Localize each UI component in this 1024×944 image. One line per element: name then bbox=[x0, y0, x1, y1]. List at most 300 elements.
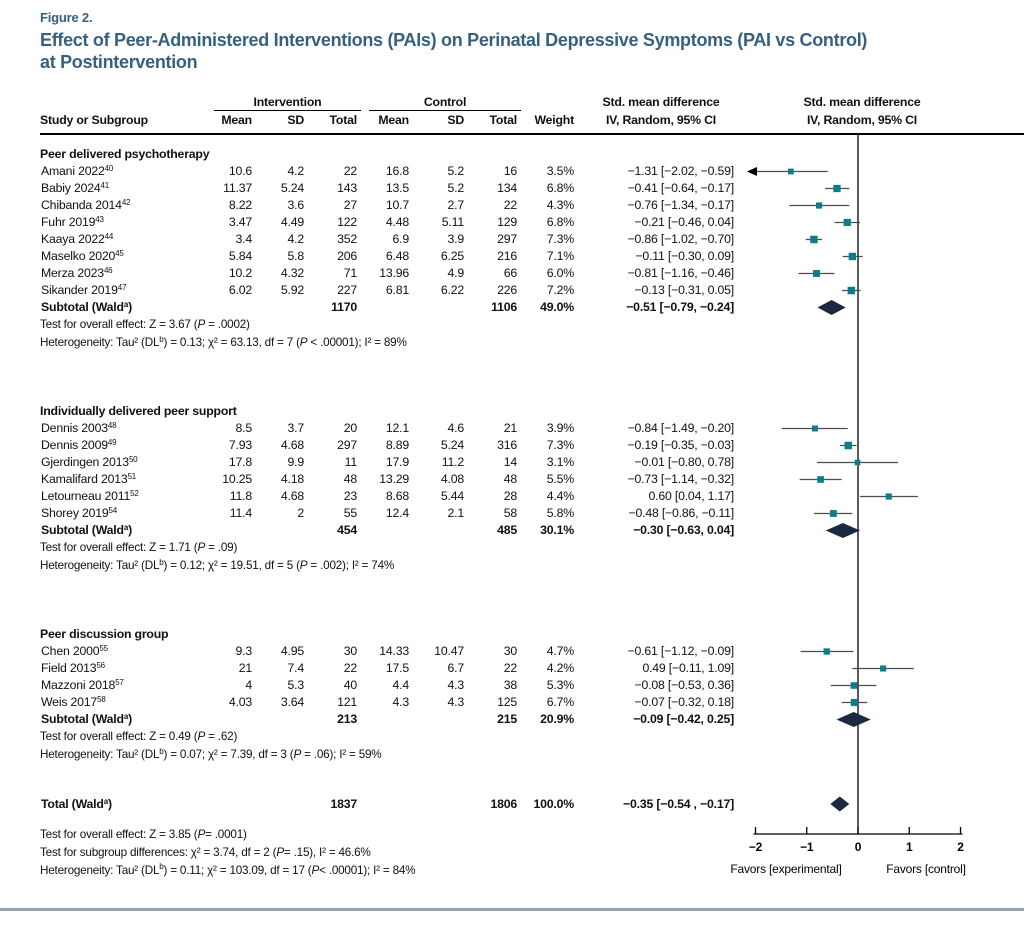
c-sd: 5.2 bbox=[447, 164, 464, 179]
intervention-sd-header: SD bbox=[287, 113, 304, 128]
subtotal-row bbox=[40, 299, 1024, 316]
forest-plot-column bbox=[740, 180, 984, 197]
weight: 6.8% bbox=[546, 181, 574, 196]
group-header-row bbox=[40, 625, 1024, 643]
c-total: 16 bbox=[503, 164, 517, 179]
stat-text: Test for subgroup differences: χ² = 3.74, df = 2 ( P = .15), I² = 46.6% bbox=[40, 846, 371, 860]
study-name: Amani 2022 bbox=[41, 164, 105, 179]
c-total: 30 bbox=[503, 644, 517, 659]
i-mean: 10.25 bbox=[222, 472, 252, 487]
group-name: Peer discussion group bbox=[40, 626, 169, 641]
i-total: 11 bbox=[344, 455, 357, 470]
weight: 3.1% bbox=[546, 455, 574, 470]
i-sd: 4.32 bbox=[280, 266, 304, 281]
spacer-row bbox=[40, 575, 1024, 625]
forest-plot-column bbox=[740, 299, 984, 316]
stat-row bbox=[40, 539, 1024, 556]
figure-bottom-rule bbox=[0, 908, 1024, 911]
c-total: 129 bbox=[497, 215, 517, 230]
study-row bbox=[40, 488, 1024, 505]
forest-plot-column bbox=[740, 437, 984, 454]
weight-column-header: Weight bbox=[534, 113, 574, 128]
i-sd: 4.68 bbox=[280, 489, 304, 504]
i-total: 40 bbox=[343, 678, 357, 693]
weight: 5.3% bbox=[546, 678, 574, 693]
c-mean: 13.29 bbox=[379, 472, 409, 487]
effect-square bbox=[844, 219, 851, 226]
weight: 7.3% bbox=[546, 438, 574, 453]
i-total: 71 bbox=[343, 266, 357, 281]
study-name: Kamalifard 2013 bbox=[41, 472, 128, 487]
study-ref: 57 bbox=[115, 678, 124, 688]
c-total: 28 bbox=[503, 489, 517, 504]
stat-row bbox=[40, 333, 1024, 352]
weight: 3.5% bbox=[546, 164, 574, 179]
study-name: Field 2013 bbox=[41, 661, 97, 676]
forest-plot-column bbox=[740, 814, 984, 826]
c-mean: 16.8 bbox=[385, 164, 409, 179]
smd-plot-column-header: Std. mean difference bbox=[803, 95, 921, 110]
i-total: 227 bbox=[337, 283, 357, 298]
axis-tick-label: 2 bbox=[957, 839, 964, 854]
figure-title bbox=[40, 30, 1024, 74]
i-sd: 5.24 bbox=[280, 181, 304, 196]
stat-row bbox=[40, 556, 1024, 575]
ci-text: −0.21 [−0.46, 0.04] bbox=[634, 215, 734, 230]
ci-text: −0.07 [−0.32, 0.18] bbox=[634, 695, 734, 710]
study-label bbox=[40, 489, 210, 503]
stat-text: Heterogeneity: Tau² $(DL^b) = 0.07$; χ² = 7.39, df = 3 (P = .06); I² = 59% bbox=[40, 746, 382, 761]
study-row bbox=[40, 231, 1024, 248]
i-total: 206 bbox=[337, 249, 357, 264]
study-name: Chibanda 2014 bbox=[41, 198, 122, 213]
forest-plot-column bbox=[740, 454, 984, 471]
spacer-row bbox=[40, 352, 1024, 402]
study-name: Babiy 2024 bbox=[41, 181, 101, 196]
control-mean-header: Mean bbox=[378, 113, 409, 128]
forest-plot-column bbox=[740, 522, 984, 539]
forest-plot-column bbox=[740, 643, 984, 660]
i-total: 122 bbox=[337, 215, 357, 230]
study-name: Letourneau 2011 bbox=[41, 489, 131, 504]
study-ref: 48 bbox=[107, 421, 117, 431]
i-mean: 3.4 bbox=[235, 232, 252, 247]
study-name: Shorey 2019 bbox=[41, 506, 109, 521]
stat-text: Heterogeneity: Tau² $(DL^b) = 0.12$; χ² = 19.51, df = 5 (P = .002); I² = 74% bbox=[40, 557, 395, 572]
forest-plot-column bbox=[740, 402, 984, 420]
axis-tick-label: −1 bbox=[800, 839, 814, 854]
forest-plot-column bbox=[740, 625, 984, 643]
c-sd: 10.47 bbox=[434, 644, 464, 659]
ci-text: −0.48 [−0.86, −0.11] bbox=[628, 506, 734, 521]
study-label bbox=[40, 164, 210, 178]
ci-text: −0.73 [−1.14, −0.32] bbox=[627, 472, 734, 487]
table-header-group-row bbox=[40, 94, 1024, 111]
i-mean: 11.8 bbox=[229, 489, 252, 504]
weight: 6.7% bbox=[546, 695, 574, 710]
study-name: Mazzoni 2018 bbox=[41, 678, 116, 693]
c-total: 1106 bbox=[491, 300, 517, 315]
study-ref: 58 bbox=[97, 695, 106, 705]
study-row bbox=[40, 197, 1024, 214]
i-sd: 4.18 bbox=[280, 472, 304, 487]
forest-plot-column bbox=[740, 163, 984, 180]
c-sd: 4.08 bbox=[440, 472, 464, 487]
i-total: 352 bbox=[337, 232, 357, 247]
i-mean: 11.37 bbox=[223, 181, 252, 196]
smd-ci-subheader: IV, Random, 95% CI bbox=[605, 113, 717, 128]
study-label bbox=[40, 506, 210, 520]
i-total: 22 bbox=[343, 661, 357, 676]
forest-plot-column bbox=[740, 677, 984, 694]
study-label bbox=[40, 215, 210, 229]
i-total: 213 bbox=[337, 712, 357, 727]
study-ref: 54 bbox=[108, 506, 118, 516]
study-ref: 50 bbox=[128, 455, 138, 465]
effect-square bbox=[851, 682, 858, 689]
c-sd: 5.24 bbox=[440, 438, 464, 453]
pooled-label: Subtotal (Wald$^a$) bbox=[41, 300, 132, 315]
study-label bbox=[40, 249, 210, 263]
study-row bbox=[40, 180, 1024, 197]
study-label bbox=[40, 455, 210, 469]
ci-text: −0.01 [−0.80, 0.78] bbox=[634, 455, 734, 470]
weight: 5.5% bbox=[546, 472, 574, 487]
total-row bbox=[40, 794, 1024, 814]
forest-plot-column bbox=[740, 505, 984, 522]
weight: 7.1% bbox=[546, 249, 574, 264]
c-mean: 12.1 bbox=[385, 421, 409, 436]
i-mean: 9.3 bbox=[235, 644, 252, 659]
axis-footer-row bbox=[40, 826, 1024, 886]
intervention-mean-header: Mean bbox=[221, 113, 252, 128]
study-ref: 43 bbox=[95, 215, 104, 225]
study-label bbox=[40, 266, 210, 280]
weight: 7.3% bbox=[546, 232, 574, 247]
effect-square bbox=[830, 510, 837, 517]
c-sd: 4.9 bbox=[447, 266, 464, 281]
c-total: 215 bbox=[497, 712, 517, 727]
forest-plot-column bbox=[740, 135, 984, 145]
ci-text: −0.11 [−0.30, 0.09] bbox=[635, 249, 734, 264]
c-sd: 4.6 bbox=[447, 421, 464, 436]
favors-control-label: Favors [control] bbox=[886, 861, 966, 876]
c-sd: 6.22 bbox=[440, 283, 464, 298]
i-sd: 4.95 bbox=[280, 644, 304, 659]
study-label bbox=[40, 421, 210, 435]
study-column-header: Study or Subgroup bbox=[40, 113, 148, 128]
i-total: 48 bbox=[343, 472, 357, 487]
i-sd: 3.6 bbox=[287, 198, 304, 213]
c-total: 226 bbox=[497, 283, 517, 298]
forest-plot-column bbox=[740, 145, 984, 163]
weight: 49.0% bbox=[540, 300, 574, 315]
stat-text: Heterogeneity: Tau² (DL $^b$ ) = 0.11; χ² = 103.09, df = 17 ( P < .00001); I² = 84% bbox=[40, 862, 416, 878]
ci-text: −0.09 [−0.42, 0.25] bbox=[633, 712, 734, 727]
i-total: 20 bbox=[343, 421, 357, 436]
c-sd: 4.3 bbox=[447, 695, 464, 710]
i-mean: 10.6 bbox=[228, 164, 252, 179]
study-name: Dennis 2009 bbox=[41, 438, 108, 453]
study-name: Weis 2017 bbox=[41, 695, 98, 710]
c-total: 485 bbox=[497, 523, 517, 538]
subtotal-row bbox=[40, 711, 1024, 728]
c-total: 1806 bbox=[490, 796, 517, 811]
ci-text: −0.81 [−1.16, −0.46] bbox=[627, 266, 734, 281]
study-ref: 51 bbox=[127, 472, 137, 482]
study-row bbox=[40, 643, 1024, 660]
weight: 4.3% bbox=[546, 198, 574, 213]
group-header-row bbox=[40, 145, 1024, 163]
forest-plot-column bbox=[740, 728, 984, 745]
study-ref: 49 bbox=[107, 438, 117, 448]
forest-plot-column bbox=[740, 471, 984, 488]
study-row bbox=[40, 471, 1024, 488]
forest-plot-column bbox=[740, 660, 984, 677]
weight: 3.9% bbox=[546, 421, 574, 436]
c-total: 38 bbox=[503, 678, 517, 693]
c-total: 14 bbox=[503, 455, 517, 470]
i-sd: 5.3 bbox=[287, 678, 304, 693]
pooled-label: Total (Wald$^a$) bbox=[41, 796, 112, 811]
ci-arrow-left-icon bbox=[747, 167, 757, 176]
pooled-effect-diamond bbox=[830, 796, 849, 811]
pooled-effect-diamond bbox=[818, 300, 846, 315]
ci-text: −0.84 [−1.49, −0.20] bbox=[627, 421, 734, 436]
forest-plot-column bbox=[740, 745, 984, 764]
c-mean: 14.33 bbox=[379, 644, 409, 659]
i-sd: 4.49 bbox=[280, 215, 304, 230]
i-mean: 6.02 bbox=[228, 283, 252, 298]
c-mean: 17.5 bbox=[385, 661, 409, 676]
study-row bbox=[40, 694, 1024, 711]
i-sd: 3.7 bbox=[287, 421, 304, 436]
effect-square bbox=[855, 460, 861, 466]
ci-text: −0.08 [−0.53, 0.36] bbox=[634, 678, 734, 693]
study-ref: 56 bbox=[96, 661, 105, 671]
c-total: 21 bbox=[503, 421, 517, 436]
study-row bbox=[40, 437, 1024, 454]
study-name: Maselko 2020 bbox=[41, 249, 116, 264]
effect-square bbox=[886, 493, 892, 499]
study-label bbox=[40, 232, 210, 246]
i-mean: 3.47 bbox=[228, 215, 252, 230]
study-row bbox=[40, 505, 1024, 522]
c-total: 216 bbox=[497, 249, 517, 264]
forest-plot-column bbox=[740, 420, 984, 437]
i-total: 23 bbox=[343, 489, 357, 504]
effect-square bbox=[880, 665, 886, 671]
footer-notes bbox=[40, 826, 740, 880]
effect-square bbox=[824, 648, 830, 654]
i-total: 30 bbox=[343, 644, 357, 659]
stat-row bbox=[40, 745, 1024, 764]
i-sd: 4.2 bbox=[287, 164, 304, 179]
pooled-label: Subtotal (Wald$^a$) bbox=[41, 523, 132, 538]
study-row bbox=[40, 454, 1024, 471]
smd-plot-ci-subheader: IV, Random, 95% CI bbox=[806, 113, 918, 128]
i-total: 1837 bbox=[330, 796, 357, 811]
study-name: Merza 2023 bbox=[41, 266, 104, 281]
subtotal-row bbox=[40, 522, 1024, 539]
study-ref: 42 bbox=[121, 198, 131, 208]
i-mean: 10.2 bbox=[228, 266, 252, 281]
c-mean: 8.68 bbox=[385, 489, 409, 504]
control-column-group-header: Control bbox=[369, 95, 521, 111]
study-row bbox=[40, 677, 1024, 694]
i-total: 297 bbox=[337, 438, 357, 453]
weight: 100.0% bbox=[533, 796, 574, 811]
i-total: 143 bbox=[337, 181, 357, 196]
weight: 30.1% bbox=[540, 523, 574, 538]
intervention-total-header: Total bbox=[329, 113, 357, 128]
i-mean: 5.84 bbox=[228, 249, 252, 264]
ci-text: −0.30 [−0.63, 0.04] bbox=[633, 523, 734, 538]
study-row bbox=[40, 660, 1024, 677]
i-mean: 7.93 bbox=[228, 438, 252, 453]
study-label bbox=[40, 644, 210, 658]
study-row bbox=[40, 420, 1024, 437]
effect-square bbox=[848, 287, 855, 294]
ci-text: −0.41 [−0.64, −0.17] bbox=[627, 181, 734, 196]
favors-experimental-label: Favors [experimental] bbox=[730, 861, 842, 876]
study-ref: 41 bbox=[100, 181, 110, 191]
effect-square bbox=[816, 202, 822, 208]
forest-plot-column bbox=[740, 694, 984, 711]
weight: 7.2% bbox=[546, 283, 574, 298]
c-sd: 6.7 bbox=[447, 661, 464, 676]
i-mean: 8.5 bbox=[235, 421, 252, 436]
group-name: Peer delivered psychotherapy bbox=[40, 146, 210, 161]
forest-plot-column bbox=[740, 197, 984, 214]
i-total: 22 bbox=[343, 164, 357, 179]
c-mean: 12.4 bbox=[385, 506, 409, 521]
pooled-effect-diamond bbox=[826, 523, 860, 538]
study-ref: 44 bbox=[104, 232, 114, 242]
forest-plot-column bbox=[740, 488, 984, 505]
study-name: Gjerdingen 2013 bbox=[41, 455, 129, 470]
i-mean: 4 bbox=[245, 678, 252, 693]
table-header-row bbox=[40, 111, 1024, 130]
intervention-column-group-header: Intervention bbox=[214, 95, 361, 111]
forest-plot-column bbox=[740, 265, 984, 282]
study-row bbox=[40, 214, 1024, 231]
study-label bbox=[40, 181, 210, 195]
forest-plot-column bbox=[740, 231, 984, 248]
i-mean: 21 bbox=[238, 661, 252, 676]
stat-row bbox=[40, 728, 1024, 745]
study-ref: 45 bbox=[115, 249, 124, 259]
study-ref: 40 bbox=[104, 164, 114, 174]
ci-text: −0.76 [−1.34, −0.17] bbox=[627, 198, 734, 213]
forest-plot-column bbox=[740, 248, 984, 265]
weight: 6.8% bbox=[546, 215, 574, 230]
study-row bbox=[40, 163, 1024, 180]
study-label bbox=[40, 678, 210, 692]
c-total: 134 bbox=[497, 181, 517, 196]
weight: 20.9% bbox=[540, 712, 574, 727]
ci-text: −0.86 [−1.02, −0.70] bbox=[627, 232, 734, 247]
forest-plot-column bbox=[740, 794, 984, 814]
stat-text: Test for overall effect: Z = 0.49 (P = .62) bbox=[40, 729, 238, 743]
i-sd: 4.68 bbox=[280, 438, 304, 453]
ci-text: 0.49 [−0.11, 1.09] bbox=[642, 661, 734, 676]
study-row bbox=[40, 248, 1024, 265]
forest-plot-column bbox=[740, 539, 984, 556]
axis-tick-label: −2 bbox=[748, 839, 763, 854]
forest-plot-column bbox=[740, 352, 984, 402]
figure-title-line1: Effect of Peer-Administered Interventions (PAIs) on Perinatal Depressive Symptoms (PAI vs Control) bbox=[40, 30, 868, 50]
i-sd: 5.92 bbox=[280, 283, 304, 298]
weight: 5.8% bbox=[546, 506, 574, 521]
pooled-label: Subtotal (Wald$^a$) bbox=[41, 712, 132, 727]
forest-table-body bbox=[40, 135, 1024, 886]
c-sd: 3.9 bbox=[447, 232, 464, 247]
c-total: 316 bbox=[497, 438, 517, 453]
figure-title-line2: at Postintervention bbox=[40, 51, 198, 72]
ci-text: 0.60 [0.04, 1.17] bbox=[648, 489, 734, 504]
effect-square bbox=[845, 442, 852, 449]
i-sd: 2 bbox=[297, 506, 304, 521]
c-mean: 17.9 bbox=[385, 455, 409, 470]
c-total: 66 bbox=[503, 266, 517, 281]
c-sd: 6.25 bbox=[440, 249, 464, 264]
c-mean: 10.7 bbox=[385, 198, 409, 213]
c-total: 22 bbox=[503, 198, 517, 213]
smd-text-column-header: Std. mean difference bbox=[602, 95, 720, 110]
ci-text: −0.13 [−0.31, 0.05] bbox=[634, 283, 734, 298]
study-ref: 55 bbox=[99, 644, 108, 654]
study-name: Chen 2000 bbox=[41, 644, 100, 659]
forest-plot-column bbox=[740, 764, 984, 794]
study-ref: 52 bbox=[130, 489, 139, 499]
ci-text: −0.51 [−0.79, −0.24] bbox=[626, 300, 734, 315]
study-name: Dennis 2003 bbox=[41, 421, 108, 436]
study-ref: 47 bbox=[117, 283, 127, 293]
study-name: Sikander 2019 bbox=[41, 283, 118, 298]
c-total: 58 bbox=[503, 506, 517, 521]
study-name: Fuhr 2019 bbox=[41, 215, 96, 230]
stat-text: Test for overall effect: Z = 1.71 (P = .09) bbox=[40, 540, 238, 554]
effect-square bbox=[788, 169, 794, 175]
c-total: 297 bbox=[497, 232, 517, 247]
c-total: 48 bbox=[503, 472, 517, 487]
c-mean: 6.9 bbox=[392, 232, 409, 247]
forest-plot-column bbox=[740, 214, 984, 231]
i-mean: 8.22 bbox=[228, 198, 252, 213]
stat-text: Test for overall effect: Z = 3.85 ( P = .0001) bbox=[40, 828, 247, 842]
weight: 4.2% bbox=[546, 661, 574, 676]
effect-square bbox=[833, 185, 840, 192]
ci-text: −0.35 [−0.54 , −0.17] bbox=[623, 796, 734, 811]
c-mean: 6.81 bbox=[385, 283, 409, 298]
effect-square bbox=[849, 253, 856, 260]
study-row bbox=[40, 265, 1024, 282]
effect-square bbox=[812, 425, 818, 431]
c-mean: 4.4 bbox=[392, 678, 409, 693]
axis-tick-label: 0 bbox=[854, 839, 862, 854]
forest-plot-column bbox=[740, 711, 984, 728]
study-label bbox=[40, 695, 210, 709]
c-mean: 4.3 bbox=[392, 695, 409, 710]
c-mean: 13.5 bbox=[385, 181, 409, 196]
forest-plot-column bbox=[740, 556, 984, 575]
i-sd: 9.9 bbox=[287, 455, 304, 470]
weight: 4.4% bbox=[546, 489, 574, 504]
spacer-row bbox=[40, 135, 1024, 145]
i-total: 1170 bbox=[331, 300, 357, 315]
figure-number-label: Figure 2. bbox=[40, 10, 93, 25]
